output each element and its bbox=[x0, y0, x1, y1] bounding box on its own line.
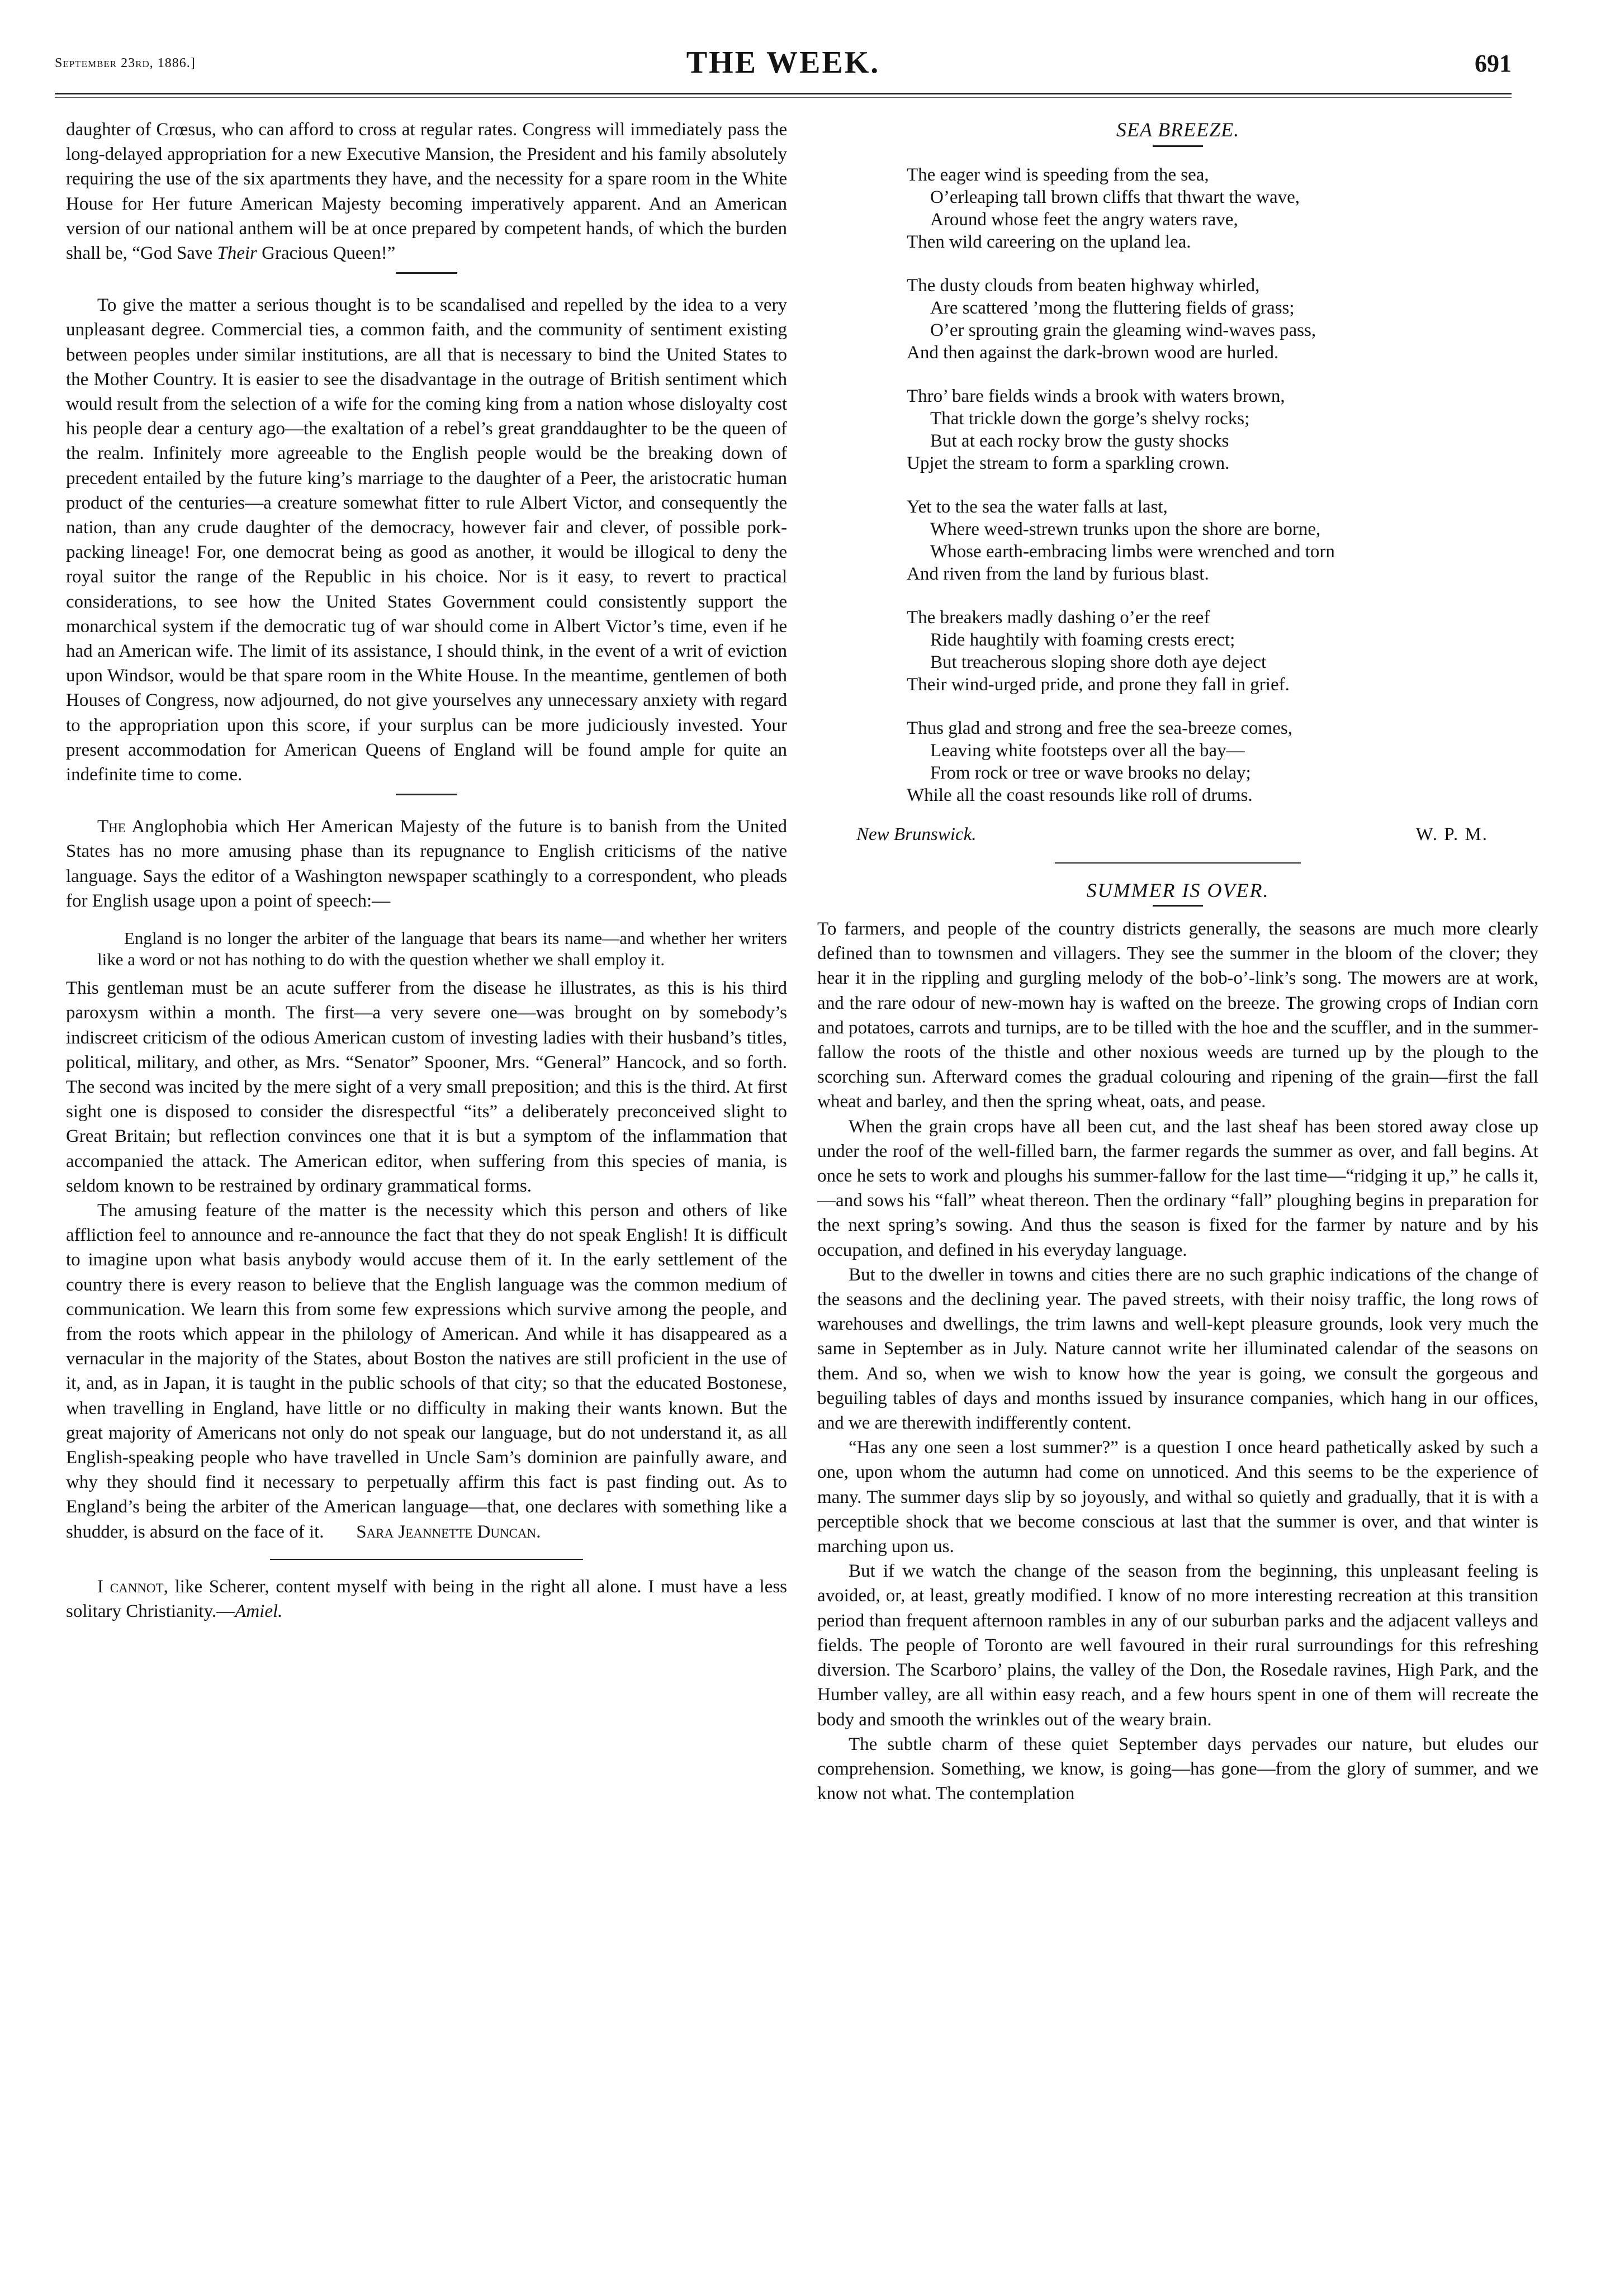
publication-title: THE WEEK. bbox=[686, 45, 880, 80]
poem-stanza bbox=[907, 717, 1538, 807]
paragraph: The Anglophobia which Her American Majesty of the future is to banish from the United States has no more amusing phase than its repugnance to English criticisms of the native language. Says the editor of a Washington newspaper scathingly to a correspondent, who pleads for English usage upon a point of speech:— bbox=[66, 817, 787, 911]
poem-author-initials: W. P. M. bbox=[1415, 824, 1488, 845]
paragraph: But to the dweller in towns and cities there are no such graphic indications of the change of the seasons and the declining year. The paved streets, with their noisy traffic, the long rows of warehouses and dwellings, the trim lawns and well-kept pleasure grounds, look very much the same in September as in July. Nature cannot write her illuminated calendar of the seasons on them. And so, when we wish to know how the year is going, we consult the gorgeous and beguiling tables of days and months issued by insurance companies, which hang in our offices, and we are therewith indifferently content. bbox=[817, 1264, 1538, 1434]
poem-line: Yet to the sea the water falls at last, bbox=[907, 497, 1168, 517]
poem-line: Are scattered ’mong the fluttering fields of grass; bbox=[930, 298, 1295, 318]
poem-line: Then wild careering on the upland lea. bbox=[907, 232, 1191, 252]
poem-line: O’erleaping tall brown cliffs that thwart the wave, bbox=[930, 187, 1300, 207]
author-signature: Sara Jeannette Duncan. bbox=[356, 1521, 541, 1542]
title-divider bbox=[1153, 905, 1203, 907]
left-column bbox=[66, 117, 787, 1624]
issue-date: September 23rd, 1886.] bbox=[55, 56, 196, 70]
paragraph: To give the matter a serious thought is to be scandalised and repelled by the idea to a very unpleasant degree. Commercial ties, a common faith, and the community of sentiment existing between peoples under similar institutions, are all that is necessary to bind the United States to the Mother Country. It is easier to see the disadvantage in the outrage of British sentiment which would result from the selection of a wife for the coming king from a nation whose disloyalty cost his people dear a century ago—the exaltation of a rebel’s great granddaughter to be the queen of the realm. Infinitely more agreeable to the English people would be the breaking down of precedent entailed by the future king’s marriage to the daughter of a Peer, the aristocratic human product of the centuries—a creature somewhat fitter to rule Albert Victor, and consequently the nation, than any crude daughter of the democracy, however fair and clever, of possible pork-packing lineage! For, one democrat being as good as another, it would be illogical to deny the royal suitor the range of the Republic in his choice. Nor is it easy, to revert to practical considerations, to see how the United States Government could consistently support the monarchical system if the democratic tug of war should come in Albert Victor’s time, even if he had an American wife. The limit of its assistance, I should think, in the event of a writ of eviction upon Windsor, would be that spare room in the White House. In the meantime, gentlemen of both Houses of Congress, now adjourned, do not give yourselves any unnecessary anxiety with regard to the appropriation upon this score, if your surplus can be more judiciously invested. Your present accommodation for American Queens of England will be found ample for quite an indefinite time to come. bbox=[66, 295, 787, 785]
paragraph: This gentleman must be an acute sufferer from the disease he illustrates, as this is his third paroxysm within a month. The first—a very severe one—was brought on by somebody’s indiscreet criticism of the odious American custom of investing ladies with their husband’s titles, political, military, and other, as Mrs. “Senator” Spooner, Mrs. “General” Hancock, and so forth. The second was incited by the mere sight of a very small preposition; and this is the third. At first sight one is disposed to consider the disrespectful “its” a deliberately preconceived slight to Great Britain; but reflection convinces one that it is but a symptom of the inflammation that accompanied the attack. The American editor, when suffering from this species of mania, is seldom known to be restrained by ordinary grammatical forms. bbox=[66, 978, 787, 1196]
poem-line: Thro’ bare fields winds a brook with waters brown, bbox=[907, 386, 1285, 406]
poem-stanza bbox=[907, 385, 1538, 475]
section-divider bbox=[396, 794, 457, 795]
poem-stanza bbox=[907, 164, 1538, 253]
poem-line: But at each rocky brow the gusty shocks bbox=[930, 431, 1229, 451]
poem-body bbox=[907, 164, 1538, 807]
paragraph: But if we watch the change of the season from the beginning, this unpleasant feeling is avoided, or, at least, greatly modified. I know of no more interesting recreation at this transition period than frequent afternoon rambles in any of our suburban parks and the adjacent valleys and fields. The people of Toronto are well favoured in their rural surroundings for this refreshing diversion. The Scarboro’ plains, the valley of the Don, the Rosedale ravines, High Park, and the Humber valley, are all within easy reach, and a few hours spent in one of them will recreate the body and smooth the wrinkles out of the weary brain. bbox=[817, 1561, 1538, 1730]
poem-line: Whose earth-embracing limbs were wrenched and torn bbox=[930, 542, 1335, 562]
paragraph: “Has any one seen a lost summer?” is a question I once heard pathetically asked by such a one, upon whom the autumn had come on unnoticed. And this seems to be the experience of many. The summer days slip by so joyously, and withal so quietly and gradually, that it is with a perceptible shock that we become conscious at last that the summer is over, and that winter is marching upon us. bbox=[817, 1438, 1538, 1557]
poem-line: The eager wind is speeding from the sea, bbox=[907, 165, 1209, 185]
paragraph: The subtle charm of these quiet September days pervades our nature, but eludes our comprehension. Something, we know, is going—has gone—from the glory of summer, and we know not what. The contemplation bbox=[817, 1734, 1538, 1804]
poem-line: The breakers madly dashing o’er the reef bbox=[907, 608, 1210, 628]
poem-line: That trickle down the gorge’s shelvy rocks; bbox=[930, 409, 1250, 429]
poem-line: While all the coast resounds like roll of drums. bbox=[907, 785, 1253, 805]
poem-line: Upjet the stream to form a sparkling crown. bbox=[907, 453, 1230, 473]
poem-line: O’er sprouting grain the gleaming wind-waves pass, bbox=[930, 320, 1316, 340]
poem-line: Around whose feet the angry waters rave, bbox=[930, 210, 1238, 230]
poem-line: And then against the dark-brown wood are hurled. bbox=[907, 343, 1279, 363]
header-rule-thin bbox=[55, 97, 1512, 98]
paragraph: When the grain crops have all been cut, and the last sheaf has been stored away close up under the roof of the well-filled barn, the farmer regards the summer as over, and fall begins. At once he sets to work and ploughs his summer-fallow for the last time—“ridging it up,” he calls it,—and sows his “fall” wheat thereon. Then the ordinary “fall” ploughing begins in preparation for the next spring’s sowing. And thus the season is fixed for the farmer by nature and by his occupation, and defined in his everyday language. bbox=[817, 1116, 1538, 1260]
poem-line: Their wind-urged pride, and prone they fall in grief. bbox=[907, 675, 1290, 695]
poem-line: But treacherous sloping shore doth aye deject bbox=[930, 652, 1267, 672]
paragraph: The amusing feature of the matter is the necessity which this person and others of like affliction feel to announce and re-announce the fact that they do not speak English! It is difficult to imagine upon what basis anybody would accuse them of it. In the early settlement of the country there is every reason to believe that the English language was the common medium of communication. We learn this from some few expressions which survive among the people, and from the roots which appear in the philology of American. And while it has disappeared as a vernacular in the majority of the States, about Boston the natives are still proficient in the use of it, and, as in Japan, it is taught in the public schools of that city; so that the educated Bostonese, when travelling in England, have little or no difficulty in making their wants known. But the great majority of Americans not only do not speak our language, but do not understand it, as all English-speaking people who have travelled in Uncle Sam’s dominion are painfully aware, and why they should find it necessary to perpetually affirm this fact is past finding out. As to England’s being the arbiter of the American language—that, one declares with something like a shudder, is absurd on the face of it. Sara Jeannette Duncan. bbox=[66, 1200, 787, 1542]
poem-line: From rock or tree or wave brooks no delay; bbox=[930, 763, 1251, 783]
poem-line: The dusty clouds from beaten highway whirled, bbox=[907, 276, 1260, 296]
poem-stanza bbox=[907, 274, 1538, 364]
poem-stanza bbox=[907, 606, 1538, 696]
paragraph: To farmers, and people of the country districts generally, the seasons are much more clearly defined than to townsmen and villagers. They see the summer in the bloom of the clover; they hear it in the rippling and gurgling melody of the bob-o’-link’s song. The mowers are at work, and the rare odour of new-mown hay is wafted on the breeze. The growing crops of Indian corn and potatoes, carrots and turnips, are to be tilled with the hoe and the scuffler, and in the summer-fallow the roots of the thistle and other noxious weeds are turned up by the plough to the scorching sun. Afterward comes the gradual colouring and ripening of the grain—first the fall wheat and barley, and then the spring wheat, oats, and pease. bbox=[817, 919, 1538, 1112]
right-column bbox=[817, 117, 1538, 1806]
poem-line: Ride haughtily with foaming crests erect; bbox=[930, 630, 1235, 650]
section-divider bbox=[270, 1559, 583, 1560]
poem-line: Thus glad and strong and free the sea-breeze comes, bbox=[907, 718, 1292, 738]
paragraph: daughter of Crœsus, who can afford to cross at regular rates. Congress will immediately pass the long-delayed appropriation for a new Executive Mansion, the President and his family absolutely requiring the use of the six apartments they have, and the necessity for a spare room in the White House for Her future American Majesty becoming imperatively apparent. And an American version of our national anthem will be at once prepared by competent hands, of which the burden shall be, “God Save Their Gracious Queen!” bbox=[66, 120, 787, 264]
page-header bbox=[55, 45, 1512, 88]
poem-place: New Brunswick. bbox=[856, 824, 977, 845]
epigram: I cannot, like Scherer, content myself with being in the right all alone. I must have a less solitary Christianity.—Amiel. bbox=[66, 1576, 788, 1621]
header-rule bbox=[55, 93, 1512, 94]
poem-line: Leaving white footsteps over all the bay— bbox=[930, 741, 1245, 761]
block-quote: England is no longer the arbiter of the language that bears its name—and whether her writers like a word or not has nothing to do with the question whether we shall employ it. bbox=[97, 928, 787, 970]
poem-line: Where weed-strewn trunks upon the shore are borne, bbox=[930, 519, 1321, 539]
poem-line: And riven from the land by furious blast. bbox=[907, 564, 1209, 584]
section-divider bbox=[396, 272, 457, 274]
page-number: 691 bbox=[1475, 50, 1512, 77]
poem-stanza bbox=[907, 496, 1538, 585]
poem-title: SEA BREEZE. bbox=[1116, 118, 1240, 141]
essay-title: SUMMER IS OVER. bbox=[1086, 879, 1270, 902]
poem-attribution bbox=[856, 823, 1488, 846]
title-divider bbox=[1153, 145, 1203, 147]
section-divider bbox=[1055, 862, 1301, 864]
